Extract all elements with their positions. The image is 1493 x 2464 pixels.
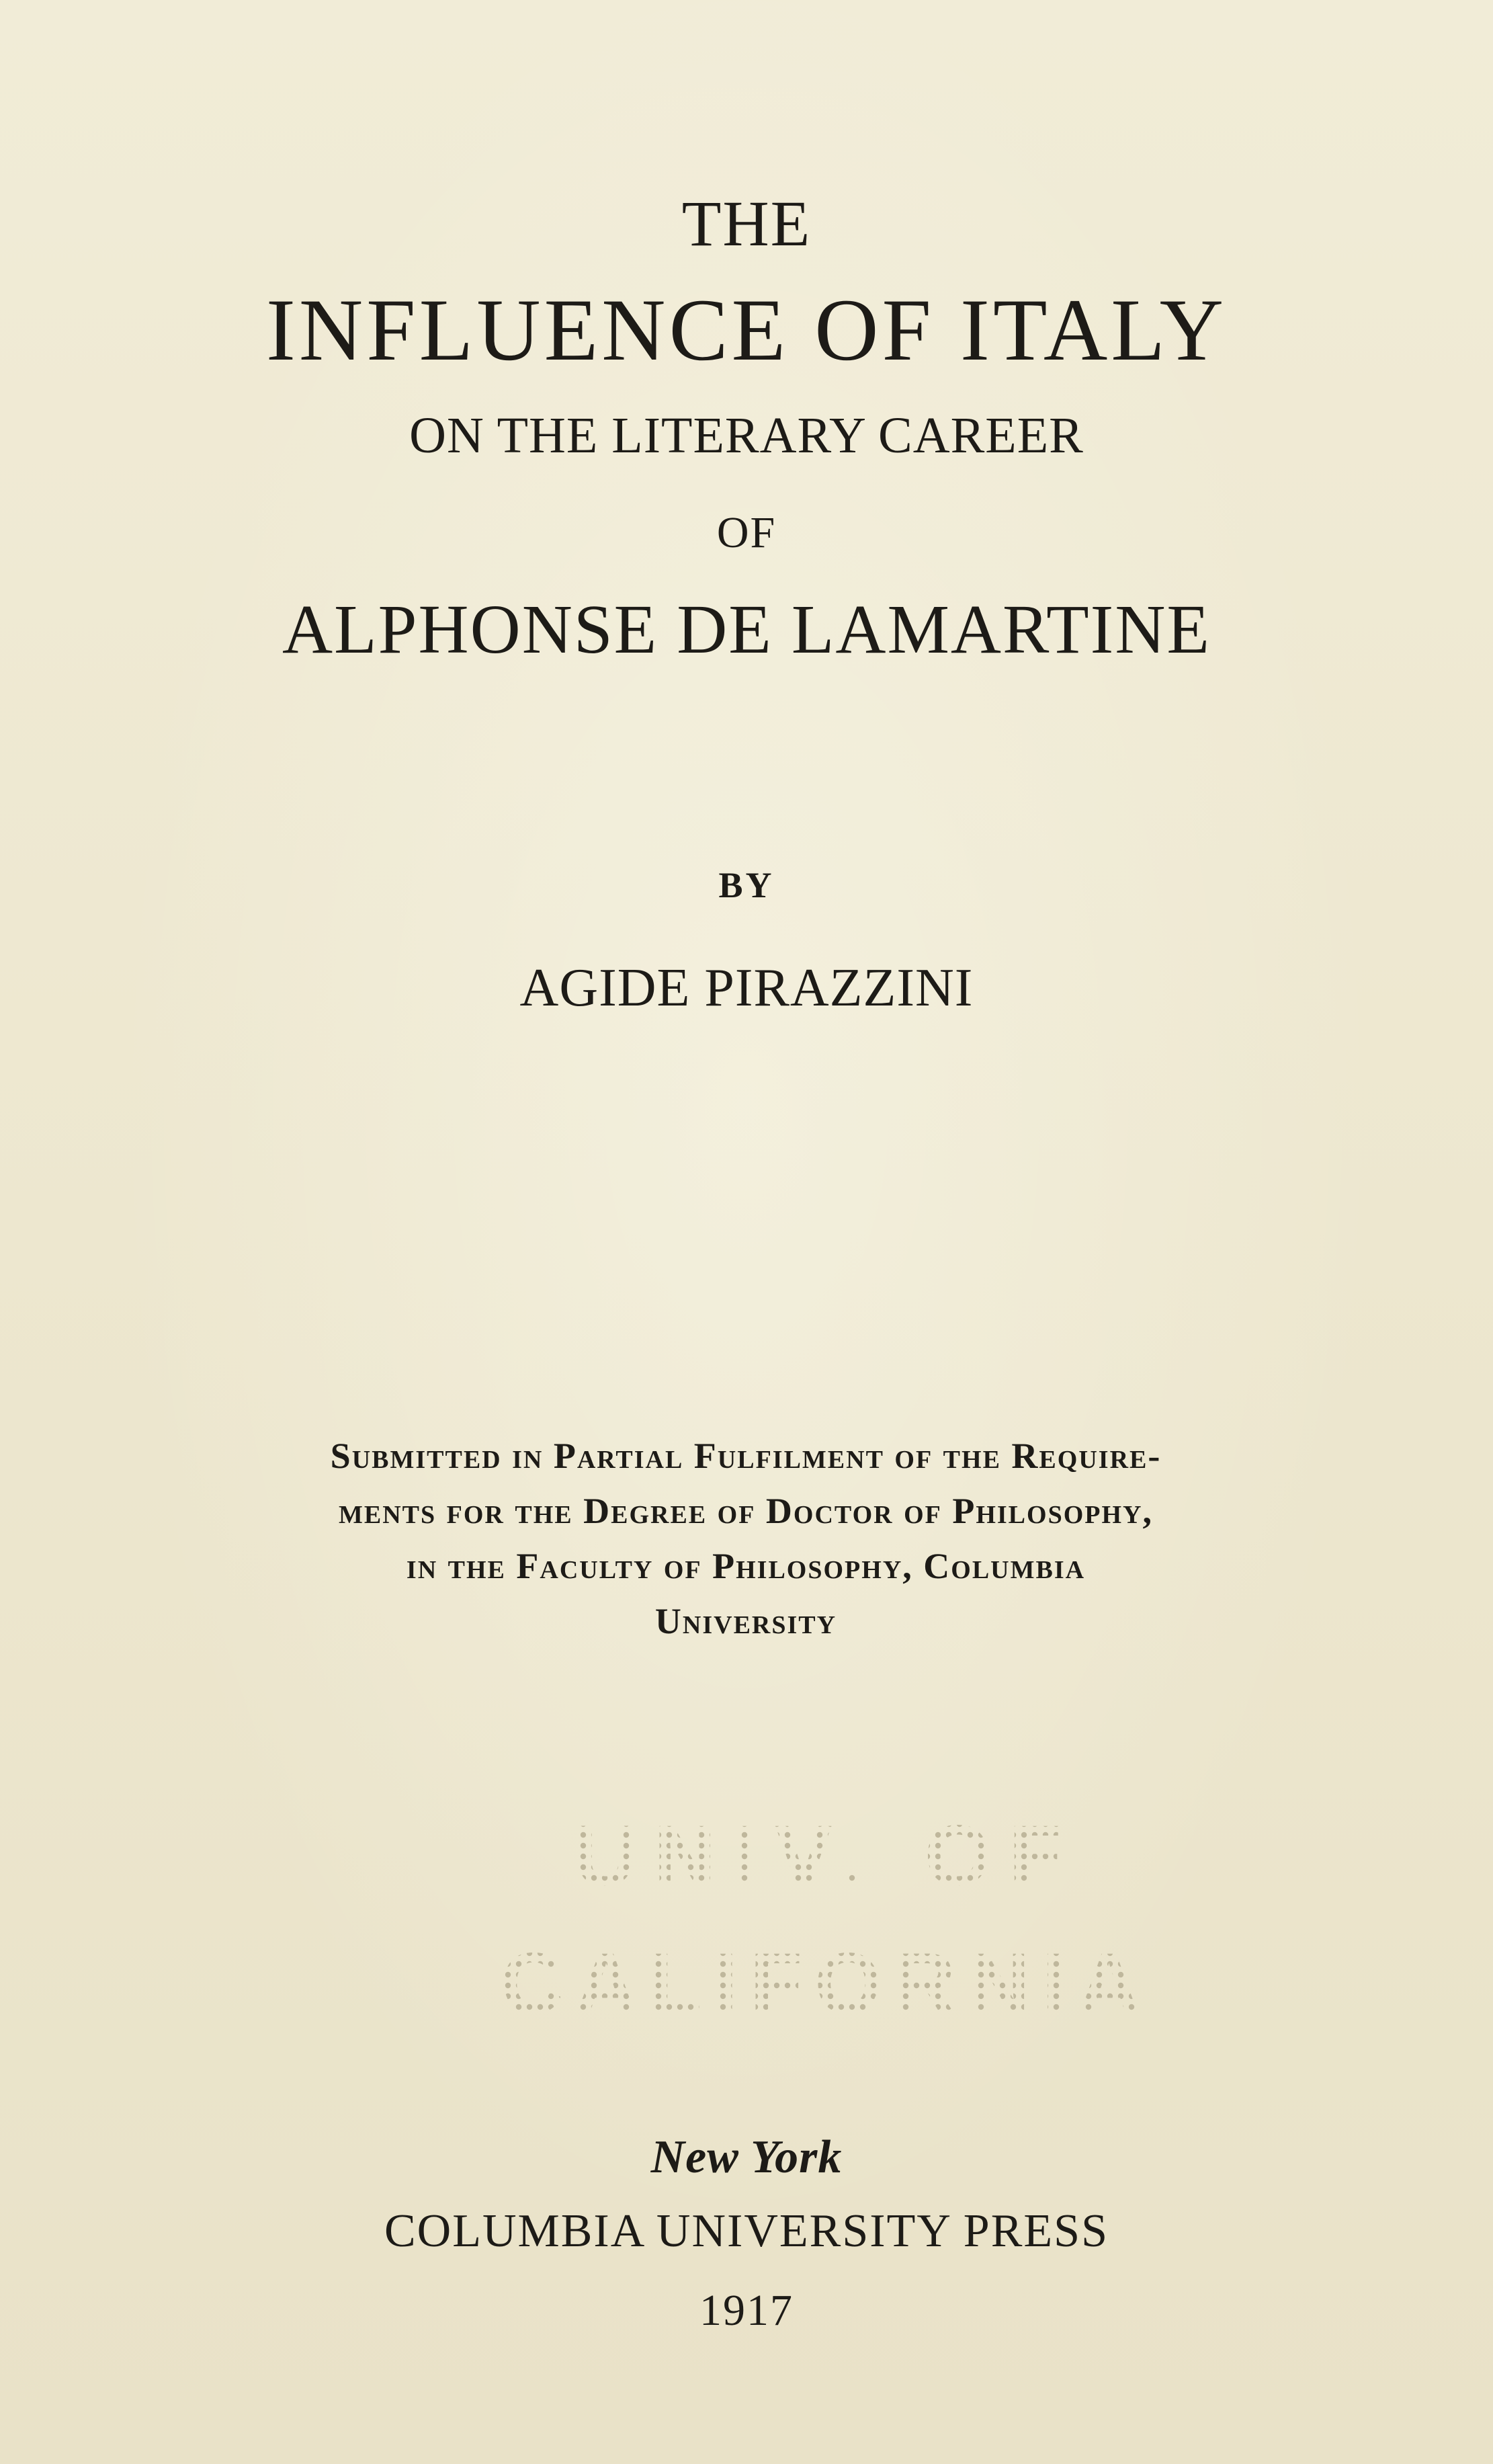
title-of: OF [716,508,777,557]
submission-line-1: Submitted in Partial Fulfilment of the Require- [330,1436,1162,1476]
stamp-line-1: UNIV. OF [574,1808,1079,1904]
imprint-publisher: COLUMBIA UNIVERSITY PRESS [384,2205,1109,2257]
submission-line-2: ments for the Degree of Doctor of Philosophy, [339,1491,1153,1531]
byline-by: BY [718,865,775,905]
title-the: THE [681,188,812,259]
title-main: INFLUENCE OF ITALY [265,280,1228,379]
submission-statement [175,1428,1317,1649]
author-name: AGIDE PIRAZZINI [519,958,974,1018]
stamp-line-2: CALIFORNIA [501,1936,1152,2032]
title-subject: ALPHONSE DE LAMARTINE [282,591,1211,668]
imprint-place: New York [650,2131,843,2183]
perforated-library-stamp [470,1808,1183,2037]
title-sub: ON THE LITERARY CAREER [409,407,1084,464]
imprint-year: 1917 [699,2286,794,2335]
submission-line-4: University [654,1601,837,1641]
submission-line-3: in the Faculty of Philosophy, Columbia [406,1546,1086,1586]
